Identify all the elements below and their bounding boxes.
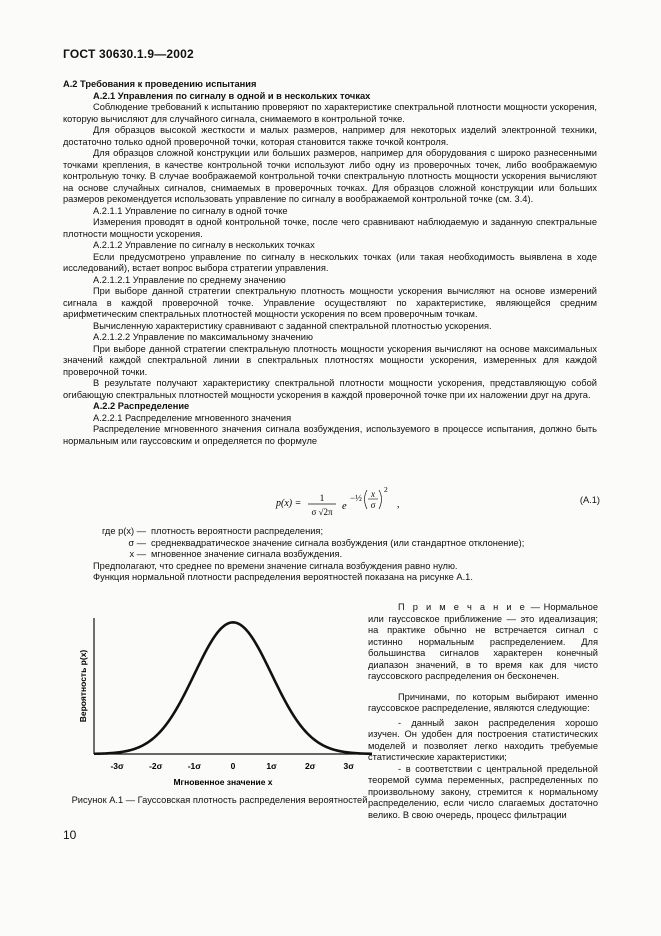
page-number: 10 [63,828,77,842]
document-code: ГОСТ 30630.1.9—2002 [63,47,194,61]
x-tick-label: 0 [230,761,236,771]
paragraph: А.2.1 Управления по сигналу в одной и в нескольких точках [93,90,371,101]
paragraph: Распределение мгновенного значения сигнала возбуждения, используемого в процессе испытания, должно быть нормальным или гауссовским и определяется по формуле [63,424,597,446]
x-tick-label: -3σ [110,761,124,771]
definition-row [63,538,597,550]
formula-exp-power: 2 [384,485,388,494]
formula-exp-coef: −½ [350,493,362,503]
definition-text: плотность вероятности распределения; [151,526,324,536]
paragraph: При выборе данной стратегии спектральную плотность мощности ускорения вычисляют на основе максимальных значений каждой спектральной линии в спектральных плотностях мощности ускорения, измеренных для каждой проверочной точки. [63,343,597,377]
note-label: П р и м е ч а н и е [398,602,527,612]
paragraph: А.2.1.1 Управление по сигналу в одной точке [93,205,288,216]
formula-a1 [270,486,600,526]
x-axis-label: Мгновенное значение x [173,777,273,787]
formula-exp-numerator: x [371,489,375,499]
note-paragraph: Причинами, по которым выбирают именно гауссовское распределение, являются следующие: [368,691,598,713]
paragraph: А.2 Требования к проведению испытания [63,79,257,89]
definitions [63,526,597,584]
paragraph: Для образцов высокой жесткости и малых размеров, например для некоторых изделий электронной техники, достаточно только одной проверочной точки, которая становится также точкой контроля. [63,125,597,147]
formula-numerator: 1 [319,494,325,504]
paragraph: Соблюдение требований к испытанию проверяют по характеристике спектральной плотности мощности ускорения, которую вычисляют для случайного сигнала, снимаемого в контрольной точке. [63,102,597,124]
note-text: — Нормальное или гауссовское приближение — это идеализация; на практике обычно не встречается сигнал с истинно нормальным распределением. Для большинства сигналов характерен конечный диапазон значений, в то время как для чисто гауссовского распределения он бесконечен. [368,602,599,681]
note-paragraph: - данный закон распределения хорошо изучен. Он удобен для построения статистических моделей и позволяет легко находить требуемые статистические характеристики; [368,717,598,762]
definition-term: σ — [128,537,146,548]
formula-exp-denominator: σ [370,500,376,510]
formula-denominator: σ √2π [311,507,333,517]
definition-text: среднеквадратическое значение сигнала возбуждения (или стандартное отклонение); [151,537,525,548]
paragraph: А.2.1.2.2 Управление по максимальному значению [93,332,313,342]
paragraph: А.2.1.2.1 Управление по среднему значению [93,274,286,285]
gaussian-curve [94,622,372,753]
definition-term: где p(x) — [101,526,146,536]
figure-caption: Рисунок А.1 — Гауссовская плотность распределения вероятностей [71,795,368,805]
paragraph: А.2.2 Распределение [93,401,190,411]
note-paragraph: - в соответствии с центральной предельной теоремой сумма переменных, распределенных по произвольному закону, стремится к нормальному распределению, если число слагаемых достаточно велико. В свою очередь, процесс фильтрации [368,763,598,820]
paragraph: В результате получают характеристику спектральной плотности мощности ускорения, представляющую собой огибающую спектральных плотностей мощности ускорения в каждой проверочной точке при их наложении друг на друга. [63,378,597,400]
definition-text: мгновенное значение сигнала возбуждения. [151,549,343,560]
formula-exp-base: e [342,501,347,512]
equation-number: (А.1) [579,495,600,505]
definition-term: x — [129,549,146,560]
x-tick-label: 2σ [304,761,316,771]
paragraph: Предполагают, что среднее по времени значение сигнала возбуждения равно нулю. [93,560,458,571]
main-text [63,79,597,447]
x-tick-label: 3σ [343,761,355,771]
paragraph: Для образцов сложной конструкции или больших размеров, например для оборудования с широко разнесенными точками крепления, в качестве контрольной точки используют либо одну из проверочных точек, либо воображаемую контрольную точку. В случае воображаемой контрольной точки спектральную плотность мощности ускорения вычисляют на основе случайных сигналов, снимаемых в проверочных точках. Для образцов сложной конструкции или больших размеров рекомендуется использовать управление по сигналу в воображаемой контрольной точке (см. 3.4). [63,148,597,204]
x-tick-label: 1σ [266,761,277,771]
gaussian-chart [60,612,375,792]
definition-row [63,526,597,538]
paragraph: При выборе данной стратегии спектральную плотность мощности ускорения вычисляют на основе измерений сигнала в каждой проверочной точке. Управление осуществляют по характеристике, являющейся средним арифметическим спектральных плотностей мощности ускорения по всем проверочным точкам. [63,286,597,319]
y-axis-label: Вероятность p(x) [78,649,88,723]
x-tick-label: -2σ [149,761,163,771]
note-block [368,602,598,821]
paragraph: Функция нормальной плотности распределения вероятностей показана на рисунке А.1. [93,572,473,583]
formula-comma: , [397,499,400,510]
x-tick-label: -1σ [187,761,202,771]
paragraph: Если предусмотрено управление по сигналу в нескольких точках (или такая необходимость выявлена в ходе исследований), встает вопрос выбора стратегии управления. [63,251,597,273]
paragraph: А.2.2.1 Распределение мгновенного значения [93,412,292,423]
paragraph: Измерения проводят в одной контрольной точке, после чего сравнивают наблюдаемую и заданную спектральные плотности мощности ускорения. [63,217,597,239]
formula-lhs: p(x) = [276,498,302,509]
gaussian-chart-svg [60,612,375,792]
paragraph: А.2.1.2 Управление по сигналу в нескольких точках [93,240,315,250]
formula-graphic [270,486,600,526]
definition-row [63,549,597,561]
paragraph: Вычисленную характеристику сравнивают с заданной спектральной плотностью ускорения. [93,320,492,331]
